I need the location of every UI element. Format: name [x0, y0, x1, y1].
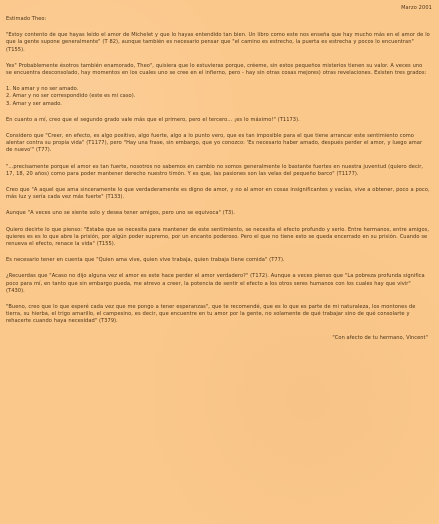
list-item: 1. No amar y no ser amado.	[6, 86, 79, 93]
letter-content	[6, 16, 430, 342]
list-item: 2. Amar y no ser correspondido (este es mi caso).	[6, 93, 136, 100]
letter-date: Marzo 2001	[401, 5, 432, 11]
paragraph-9: Es necesario tener en cuenta que "Quien ama vive, quien vive trabaja, quien trabaja tiene comida" (T77).	[6, 257, 285, 264]
paragraph-2: Yes" Probablemente ésotros también enamorado, Theo", quisiera que lo estuvieras porque, créeme, sin estos pequeños misterios tienen su valor. A veces uno se encuentra desconsolado, hay momentos en los cuales uno se cree en el infierno, pero - hay sin otras cosas mejores) otras revelaciones. Existen tres grados:	[6, 62, 427, 77]
paragraph-1: "Estoy contento de que hayas leído el amor de Michelet y que lo hayas entendido tan bien. Un libro como este nos enseña que hay mucho más en el amor de lo que la gente supone generalmente" (T 82), aunque también es necesario pensar que "el camino es estrecho, la puerta es estrecha y pocos lo encuentran" (T155).	[6, 32, 430, 53]
closing: "Con afecto de tu hermano, Vincent"	[332, 334, 428, 341]
list-item: 3. Amar y ser amado.	[6, 100, 62, 107]
paragraph-7: Aunque "A veces uno se siente solo y desea tener amigos, pero uno se equivoca" (T3).	[6, 210, 235, 217]
paragraph-4: Considero que "Creer, en efecto, es algo positivo, algo fuerte, algo a lo punto vero, que es tan imposible para el que tiene arrancar este sentimiento como alentar contra su propia vida" (T1177), pero "Hay una frase, sin embargo, que yo conozco: 'Es necesario haber amado, después perder el amor, y luego amar de nuevo'" (T77).	[6, 133, 423, 154]
paragraph-3: En cuanto a mí, creo que el segundo grado vale más que el primero, pero el tercero... ¡es lo máximo!" (T1173).	[6, 116, 300, 123]
paragraph-8: Quiero decirte lo que pienso: "Estaba que se necesita para mantener de este sentimiento, se necesita el efecto profundo y serio. Entre hermanos, entre amigos, quieres es es lo que abre la prisión, por algún poder supremo, por un encanto poderoso. Pero el que no tiene esto se queda encerrado en su prisión. Cuando se renueva el efecto, renace la vida" (T155).	[6, 226, 429, 248]
paragraph-6: Creo que "A aquel que ama sinceramente lo que verdaderamente es digno de amor, y no al amor en cosas insignificantes y vacías, vive a obtener, poco a poco, más luz y sería cada vez más fuerte" (T133).	[6, 187, 430, 201]
paragraph-11: "Bueno, creo que lo que esperé cada vez que me pongo a tener esperanzas", que te recomendé, que es lo que es parte de mi naturaleza, los montones de tierra, su hierba, el trigo amarillo, el campesino, es decir, que encuentre en tu amor por la gente, no solamente de qué trabajar sino de qué consolarte y rehacerte cuando haya necesidad" (T379).	[6, 304, 416, 325]
paragraph-5: "...precisamente porque el amor es tan fuerte, nosotros no sabemos en cambio no somos generalmente lo bastante fuertes en nuestra juventud (quiero decir, 17, 18, 20 años) como para poder mantener derecho nuestro timón. Y es que, las pasiones son las velas del pequeño barco" (T1177).	[6, 163, 424, 177]
greeting: Estimado Theo:	[6, 16, 47, 22]
love-grades-list	[6, 86, 430, 108]
paragraph-10: ¿Recuerdas que "Acaso no dijo alguna vez el amor es este hace perder el amor verdadero?" (T172). Aunque a veces pienso que "La pobreza profunda significa poco para mí, en tanto que sin embargo pueda, me atrevo a creer, la potencia de sentir el efecto a los otros seres humanos con los cuales hay que vivir" (T430).	[6, 273, 425, 294]
